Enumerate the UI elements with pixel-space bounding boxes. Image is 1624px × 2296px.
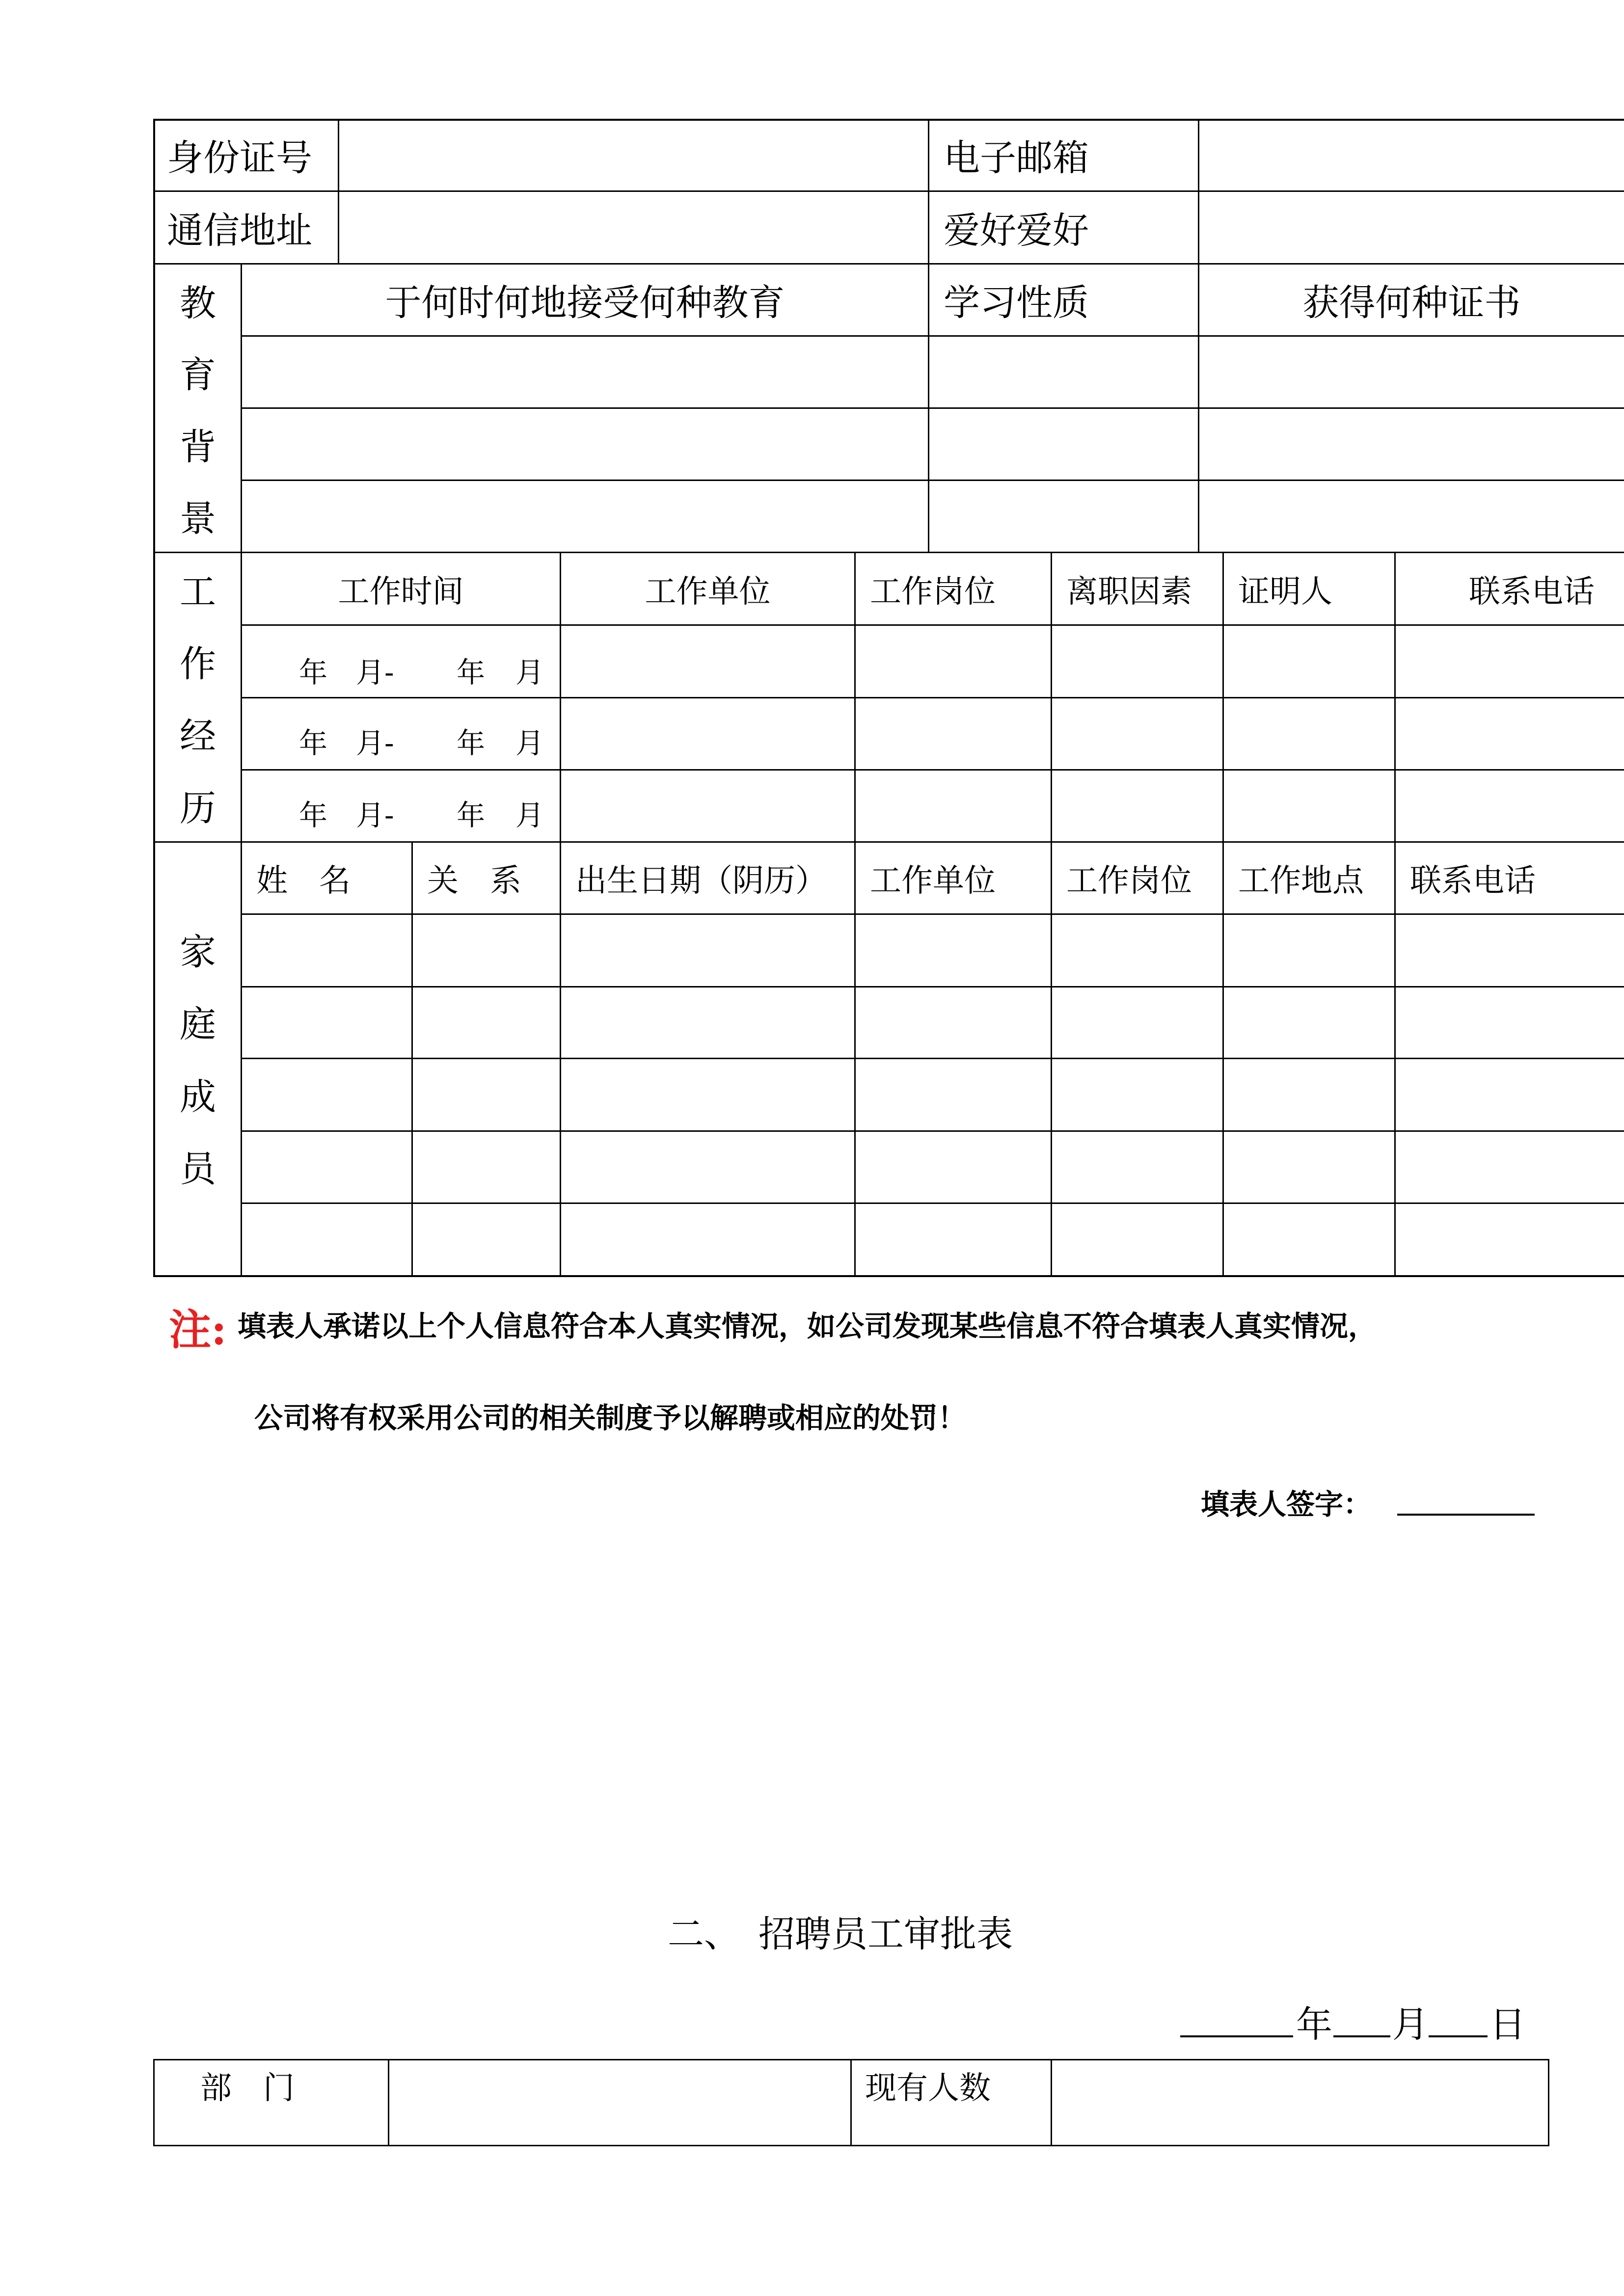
work-row-1-phone-field[interactable]: [1396, 626, 1622, 696]
note-mark: 注:: [169, 1305, 227, 1355]
family-section-label: [155, 913, 241, 1202]
id-number-label: 身份证号: [167, 137, 312, 179]
family-header-birthdate: 出生日期（阴历）: [575, 863, 827, 899]
work-row-1-leave-reason-field[interactable]: [1053, 626, 1221, 696]
hobby-label: 爱好爱好: [944, 209, 1089, 252]
family-row-1[interactable]: [243, 915, 1622, 985]
headcount-label: 现有人数: [865, 2070, 991, 2107]
work-row-1-reference-field[interactable]: [1224, 626, 1393, 696]
work-section-label: [155, 553, 241, 841]
education-row-2-certificate-field[interactable]: [1200, 409, 1622, 479]
work-header-period: 工作时间: [338, 573, 464, 610]
work-row-2-position-field[interactable]: [856, 699, 1050, 769]
month-dash-text: 月-: [356, 656, 394, 689]
date-month-blank[interactable]: [1333, 2035, 1390, 2037]
email-label: 电子邮箱: [944, 137, 1089, 179]
approval-title: 二、 招聘员工审批表: [668, 1913, 1013, 1955]
year-text: 年: [457, 656, 486, 689]
work-row-2-period[interactable]: [242, 698, 560, 769]
family-row-4[interactable]: [243, 1132, 1622, 1202]
family-header-employer: 工作单位: [870, 863, 996, 899]
work-row-1-employer-field[interactable]: [562, 626, 853, 696]
work-row-2-reference-field[interactable]: [1224, 699, 1393, 769]
education-char: 育: [180, 354, 216, 397]
education-char: 景: [180, 497, 216, 540]
id-number-field[interactable]: [340, 121, 927, 189]
month-text: 月: [515, 799, 544, 832]
family-row-2[interactable]: [243, 988, 1622, 1057]
work-header-leave-reason: 离职因素: [1066, 573, 1192, 610]
date-day-blank[interactable]: [1429, 2035, 1488, 2037]
work-row-2-employer-field[interactable]: [562, 699, 853, 769]
education-row-1-study-type-field[interactable]: [930, 337, 1197, 407]
family-header-name: 姓 名: [256, 863, 351, 899]
department-label: 部 门: [200, 2070, 295, 2107]
signature-line[interactable]: [1397, 1514, 1535, 1516]
year-text: 年: [299, 656, 328, 689]
family-char: 员: [180, 1148, 216, 1191]
work-row-2-leave-reason-field[interactable]: [1053, 699, 1221, 769]
education-row-2-study-type-field[interactable]: [930, 409, 1197, 479]
work-row-3-phone-field[interactable]: [1396, 771, 1622, 841]
note-line-1: 填表人承诺以上个人信息符合本人真实情况，如公司发现某些信息不符合填表人真实情况，: [238, 1309, 1377, 1343]
year-text: 年: [299, 726, 328, 760]
month-dash-text: 月-: [356, 799, 394, 832]
education-col-when-where: 于何时何地接受何种教育: [385, 282, 785, 324]
headcount-field[interactable]: [1053, 2061, 1547, 2144]
signature-label: 填表人签字：: [1201, 1488, 1372, 1521]
month-dash-text: 月-: [356, 726, 394, 760]
education-row-1-certificate-field[interactable]: [1200, 337, 1622, 407]
work-char: 历: [180, 787, 216, 829]
education-col-study-type: 学习性质: [944, 282, 1089, 324]
family-row-3[interactable]: [243, 1060, 1622, 1129]
hobby-field[interactable]: [1200, 192, 1622, 262]
education-row-3-study-type-field[interactable]: [930, 481, 1197, 551]
family-header-location: 工作地点: [1238, 863, 1364, 899]
work-row-1-period[interactable]: [242, 626, 560, 697]
work-row-3-employer-field[interactable]: [562, 771, 853, 841]
work-row-2-phone-field[interactable]: [1396, 699, 1622, 769]
work-header-reference: 证明人: [1238, 573, 1332, 610]
date-year-label: 年: [1296, 2003, 1332, 2046]
month-text: 月: [515, 656, 544, 689]
work-row-3-position-field[interactable]: [856, 771, 1050, 841]
work-header-position: 工作岗位: [870, 573, 996, 610]
address-label: 通信地址: [167, 209, 312, 252]
education-char: 背: [180, 426, 216, 468]
email-field[interactable]: [1200, 121, 1622, 189]
family-char: 庭: [180, 1003, 216, 1046]
year-text: 年: [457, 726, 486, 760]
work-char: 经: [180, 715, 216, 757]
date-day-label: 日: [1489, 2003, 1526, 2046]
work-header-employer: 工作单位: [645, 573, 771, 610]
family-header-position: 工作岗位: [1066, 863, 1192, 899]
year-text: 年: [299, 799, 328, 832]
education-row-2-when-where-field[interactable]: [243, 409, 927, 479]
education-row-3-when-where-field[interactable]: [243, 481, 927, 551]
month-text: 月: [515, 726, 544, 760]
department-field[interactable]: [390, 2061, 849, 2144]
work-char: 工: [180, 571, 216, 614]
work-header-phone: 联系电话: [1469, 573, 1595, 610]
family-char: 家: [180, 931, 216, 973]
family-row-5[interactable]: [243, 1204, 1622, 1274]
work-row-1-position-field[interactable]: [856, 626, 1050, 696]
work-char: 作: [180, 643, 216, 686]
education-row-3-certificate-field[interactable]: [1200, 481, 1622, 551]
date-year-blank[interactable]: [1180, 2035, 1293, 2037]
family-header-phone: 联系电话: [1410, 863, 1536, 899]
education-row-1-when-where-field[interactable]: [243, 337, 927, 407]
date-month-label: 月: [1392, 2003, 1429, 2046]
note-line-2: 公司将有权采用公司的相关制度予以解聘或相应的处罚！: [254, 1401, 967, 1435]
education-section-label: [155, 265, 241, 552]
work-row-3-reference-field[interactable]: [1224, 771, 1393, 841]
education-char: 教: [180, 282, 216, 325]
work-row-3-period[interactable]: [242, 771, 560, 841]
family-char: 成: [180, 1075, 216, 1118]
work-row-3-leave-reason-field[interactable]: [1053, 771, 1221, 841]
year-text: 年: [457, 799, 486, 832]
family-header-relation: 关 系: [427, 863, 521, 899]
address-field[interactable]: [340, 192, 927, 262]
education-col-certificate: 获得何种证书: [1302, 282, 1521, 324]
